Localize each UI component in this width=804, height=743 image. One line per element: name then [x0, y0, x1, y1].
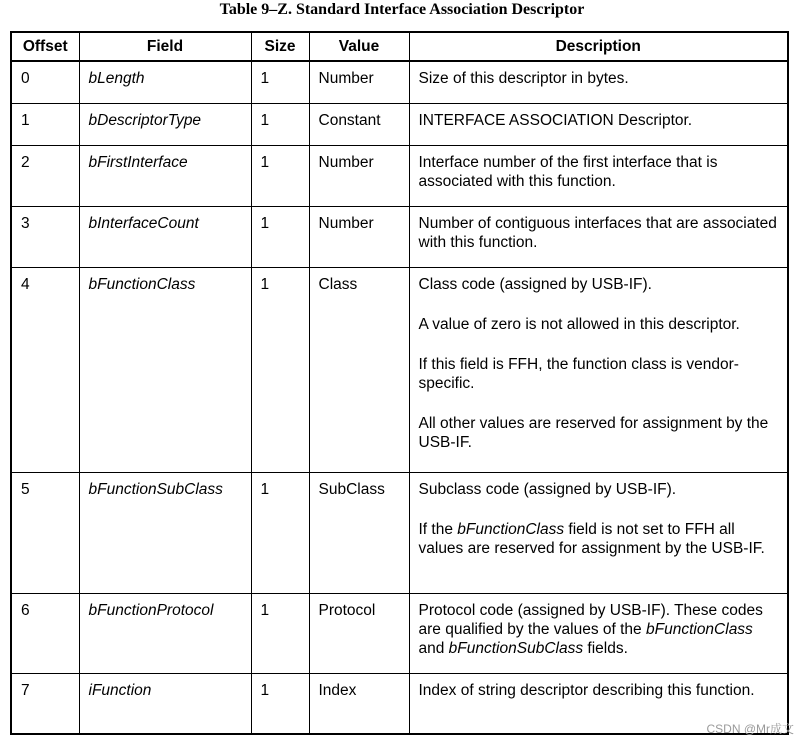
description-text: Size of this descriptor in bytes.: [418, 70, 629, 87]
description-text: INTERFACE ASSOCIATION Descriptor.: [418, 111, 693, 129]
cell-size: 1: [251, 145, 309, 206]
cell-field: bLength: [79, 61, 251, 103]
cell-field: iFunction: [79, 673, 251, 734]
cell-size: 1: [251, 593, 309, 673]
cell-size: 1: [251, 267, 309, 472]
cell-value: Number: [309, 145, 409, 206]
header-field: Field: [79, 32, 251, 61]
cell-offset: 3: [11, 206, 79, 267]
cell-size: 1: [251, 103, 309, 145]
table-caption: Table 9–Z. Standard Interface Association Descriptor: [219, 1, 585, 18]
table-header-row: [11, 32, 788, 61]
cell-size: 1: [251, 61, 309, 103]
header-description: Description: [409, 32, 788, 61]
description-text: A value of zero is not allowed in this descriptor.: [418, 315, 740, 333]
cell-value: SubClass: [309, 472, 409, 593]
description-text: All other values are reserved for assignment by the USB-IF.: [418, 414, 769, 451]
cell-value: Number: [309, 61, 409, 103]
cell-field: bFunctionProtocol: [79, 593, 251, 673]
description-text: If this field is FFH, the function class is vendor-specific.: [418, 355, 739, 392]
cell-value: Index: [309, 673, 409, 734]
cell-value: Constant: [309, 103, 409, 145]
field-reference: bFunctionClass: [645, 620, 753, 638]
cell-field: bFunctionClass: [79, 267, 251, 472]
cell-description: [409, 103, 788, 145]
cell-field: bDescriptorType: [79, 103, 251, 145]
cell-field: bInterfaceCount: [79, 206, 251, 267]
table-row: [11, 206, 788, 267]
text-run: field is not set to FFH all values are reserved for assignment by the USB-IF.: [418, 520, 765, 557]
description-text: Interface number of the first interface that is associated with this function.: [418, 153, 718, 190]
cell-description: [409, 145, 788, 206]
cell-field: bFunctionSubClass: [79, 472, 251, 593]
header-offset: Offset: [11, 32, 79, 61]
table-row: [11, 103, 788, 145]
cell-description: [409, 472, 788, 593]
description-text: Number of contiguous interfaces that are associated with this function.: [418, 214, 777, 251]
description-text: [419, 601, 780, 658]
text-run: and: [418, 639, 449, 657]
description-text: Subclass code (assigned by USB-IF).: [418, 480, 677, 498]
field-reference: bFunctionSubClass: [448, 639, 584, 657]
description-text: [419, 520, 780, 558]
description-text: Index of string descriptor describing this function.: [418, 681, 755, 699]
watermark: CSDN @Mr成文: [706, 722, 794, 736]
description-text: Class code (assigned by USB-IF).: [418, 275, 652, 293]
cell-offset: 7: [11, 673, 79, 734]
descriptor-table: [10, 31, 789, 735]
cell-size: 1: [251, 472, 309, 593]
table-row: [11, 593, 788, 673]
text-run: If the: [418, 520, 458, 538]
table-row: [11, 472, 788, 593]
cell-offset: 0: [11, 61, 79, 103]
cell-offset: 6: [11, 593, 79, 673]
cell-offset: 2: [11, 145, 79, 206]
cell-value: Number: [309, 206, 409, 267]
cell-value: Protocol: [309, 593, 409, 673]
field-reference: bFunctionClass: [457, 520, 565, 538]
table-row: [11, 267, 788, 472]
cell-offset: 4: [11, 267, 79, 472]
header-value: Value: [309, 32, 409, 61]
table-row: [11, 145, 788, 206]
cell-description: [409, 61, 788, 103]
cell-description: [409, 267, 788, 472]
header-size: Size: [251, 32, 309, 61]
text-run: Protocol code (assigned by USB-IF). These codes are qualified by the values of the: [418, 601, 763, 638]
cell-description: [409, 593, 788, 673]
table-row: [11, 673, 788, 734]
cell-offset: 1: [11, 103, 79, 145]
cell-value: Class: [309, 267, 409, 472]
cell-field: bFirstInterface: [79, 145, 251, 206]
table-row: [11, 61, 788, 103]
text-run: fields.: [583, 639, 628, 657]
cell-description: [409, 206, 788, 267]
cell-size: 1: [251, 206, 309, 267]
cell-offset: 5: [11, 472, 79, 593]
cell-size: 1: [251, 673, 309, 734]
